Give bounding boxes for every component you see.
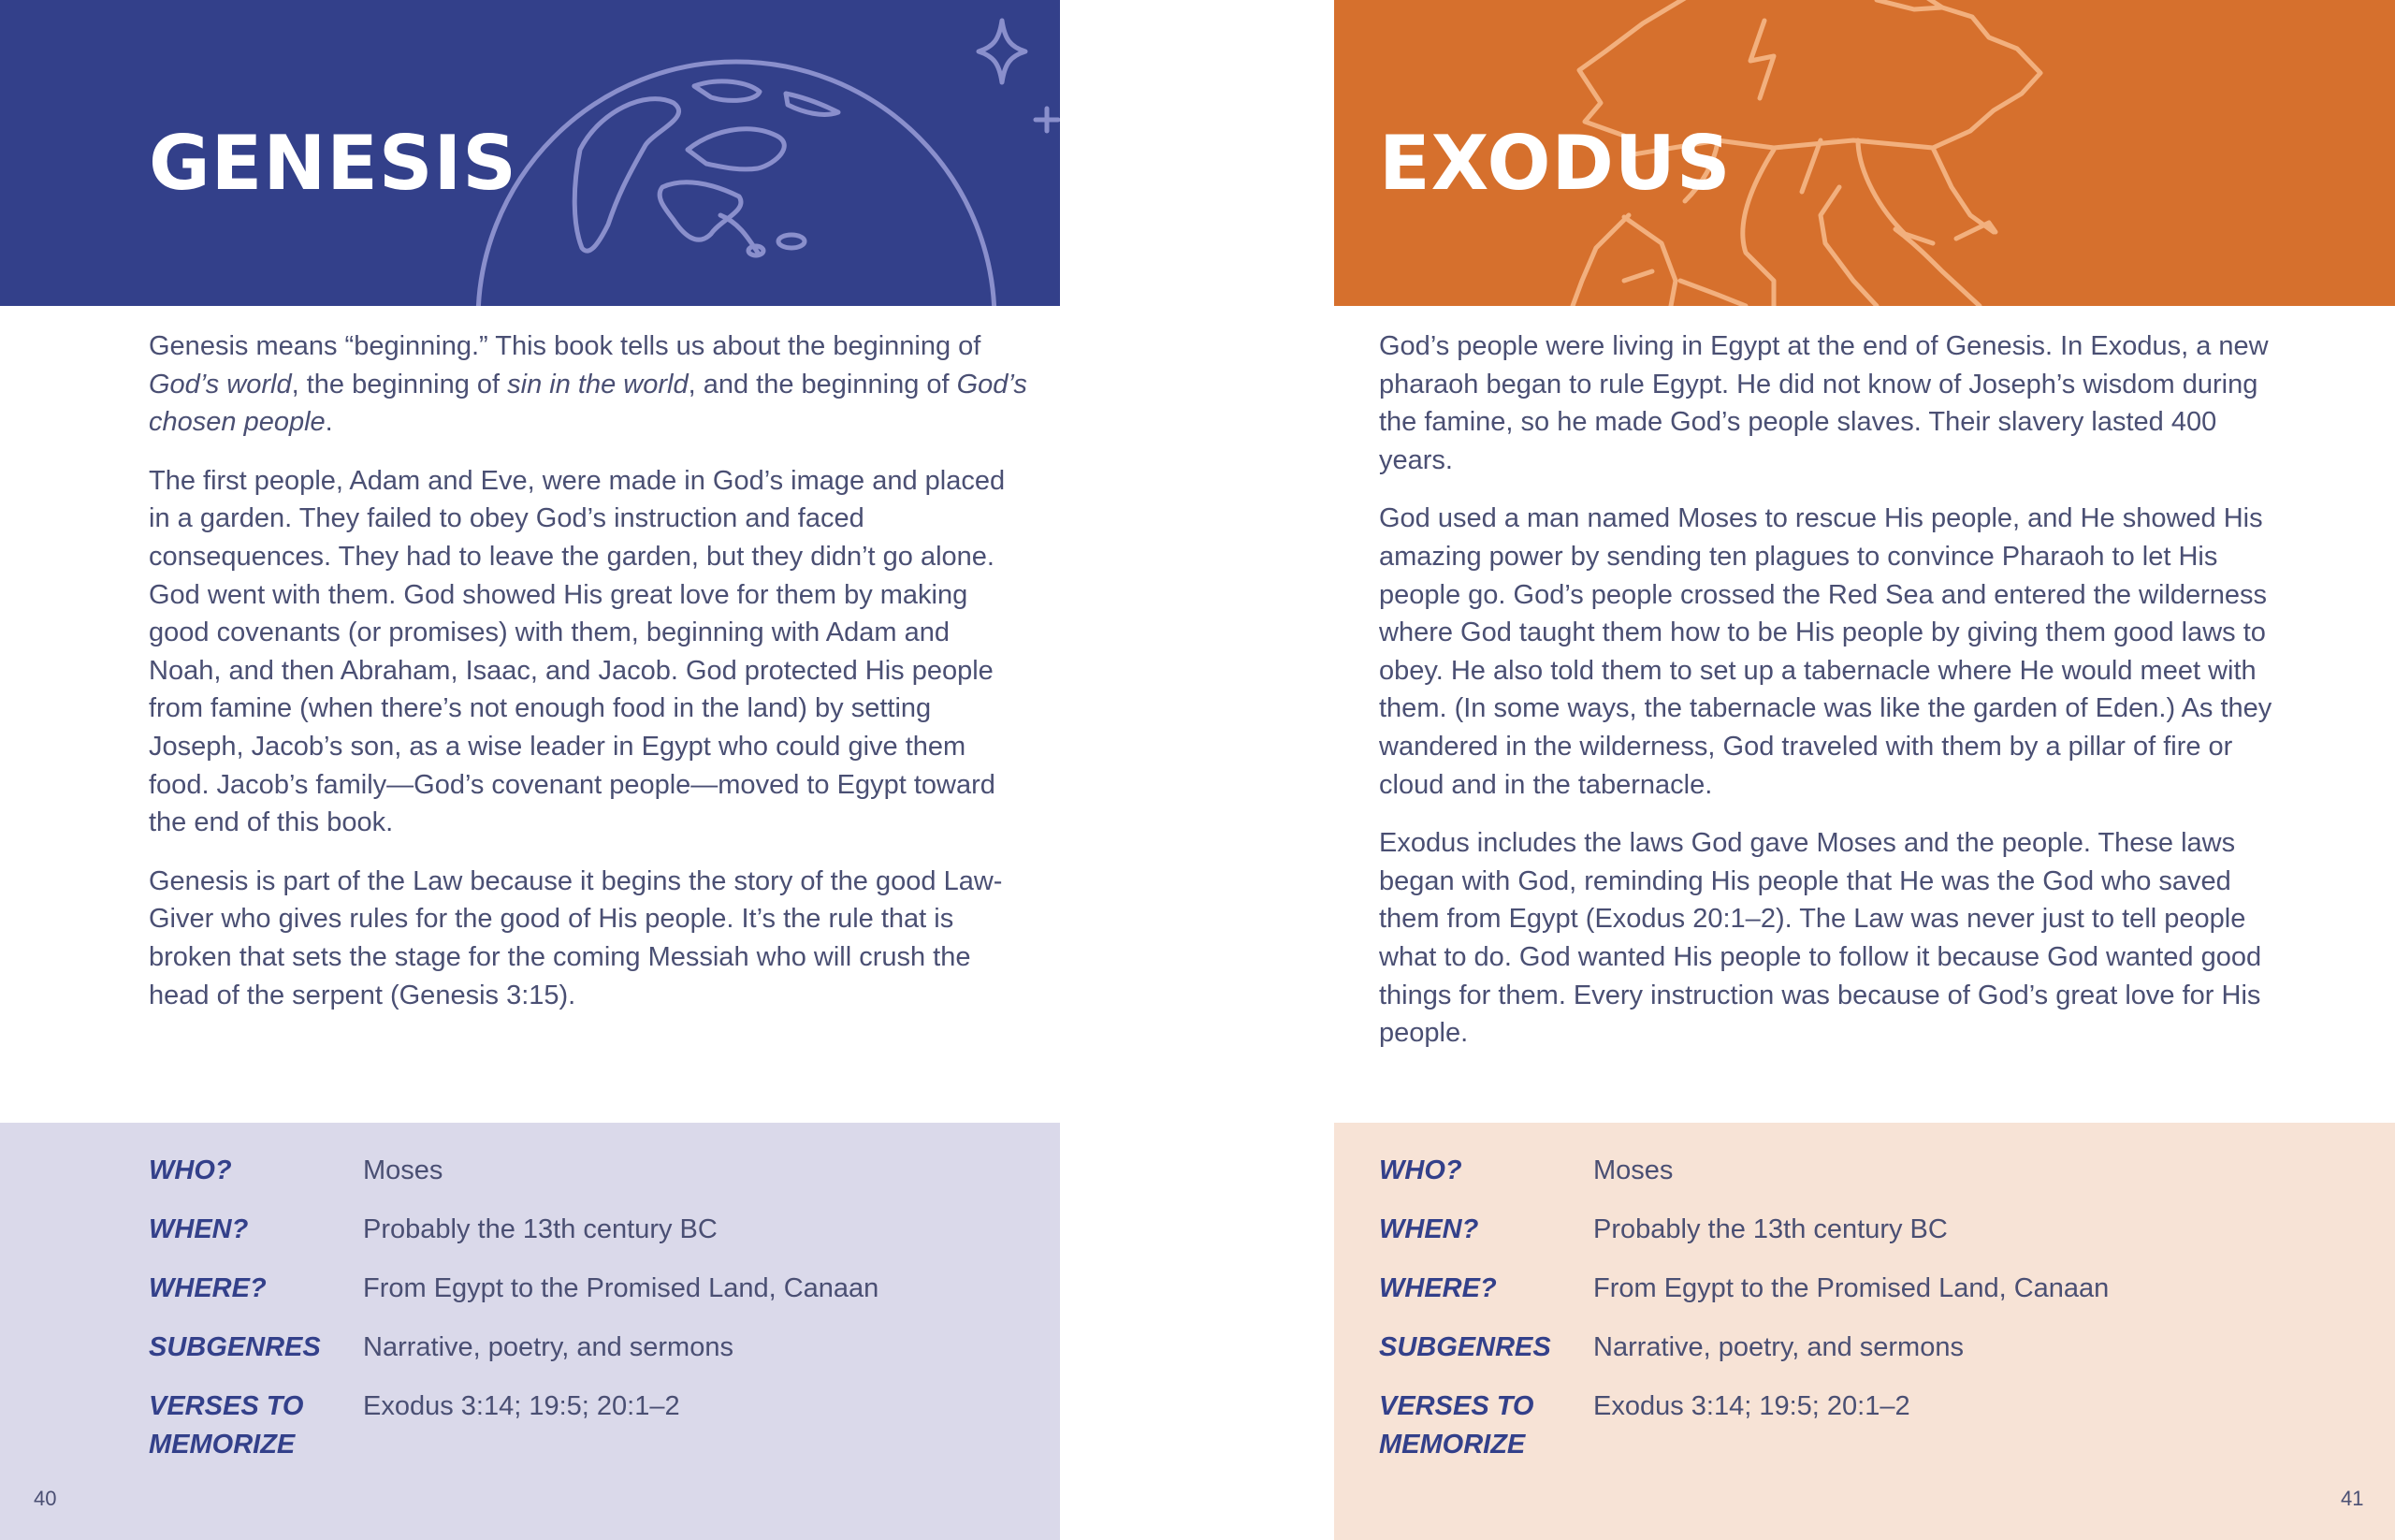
info-label: SUBGENRES	[149, 1332, 321, 1362]
info-label: WHO?	[1379, 1155, 1462, 1185]
lightning-icon	[1750, 21, 1774, 98]
exodus-paragraph	[1379, 500, 2296, 804]
info-value: From Egypt to the Promised Land, Canaan	[363, 1273, 879, 1303]
info-label: WHEN?	[1379, 1214, 1479, 1244]
page-genesis	[0, 0, 1060, 1540]
exodus-banner	[1334, 0, 2395, 306]
info-value: Probably the 13th century BC	[363, 1214, 718, 1244]
page-number: 41	[2341, 1487, 2364, 1510]
book-title-exodus: EXODUS	[1379, 120, 1732, 207]
info-label: WHEN?	[149, 1214, 249, 1244]
text-run: The first people, Adam and Eve, were made in God’s image and placed in a garden. They failed to obey God’s instruction and faced consequences. They had to leave the garden, but they didn’t go alone. God went with them. God showed His great love for them by making good covenants (or promises) with them, beginning with Adam and Noah, and then Abraham, Isaac, and Jacob. God protected His people from famine (when there’s not enough food in the land) by setting Joseph, Jacob’s son, as a wise leader in Egypt who could give them food. Jacob’s family—God’s covenant people—moved to Egypt toward the end of this book.	[149, 465, 1006, 838]
emphasis-text: God’s world	[149, 369, 292, 400]
info-value: Narrative, poetry, and sermons	[1593, 1332, 1964, 1362]
text-run: God’s people were living in Egypt at the end of Genesis. In Exodus, a new pharaoh began to rule Egypt. He did not know of Joseph’s wisdom during the famine, so he made God’s people slaves. Their slavery lasted 400 years.	[1379, 331, 2269, 475]
text-run: Genesis is part of the Law because it begins the story of the good Law-Giver who gives rules for the good of His people. It’s the rule that is broken that sets the stage for the coming Messiah who will crush the head of the serpent (Genesis 3:15).	[149, 865, 1003, 1010]
sparkle-star-icon	[979, 21, 1025, 82]
genesis-paragraph	[149, 327, 1028, 442]
info-value: Moses	[1593, 1155, 1674, 1185]
exodus-info-box	[1334, 1123, 2395, 1540]
page-exodus	[1334, 0, 2395, 1540]
info-label: WHERE?	[149, 1273, 267, 1303]
exodus-paragraph	[1379, 824, 2296, 1053]
text-run: , and the beginning of	[688, 369, 957, 400]
info-value: Exodus 3:14; 19:5; 20:1–2	[363, 1391, 680, 1421]
info-value: From Egypt to the Promised Land, Canaan	[1593, 1273, 2110, 1303]
text-run: God used a man named Moses to rescue His people, and He showed His amazing power by sending ten plagues to convince Pharaoh to let His people go. God’s people crossed the Red Sea and entered the wilderness where God taught them how to be His people by giving them good laws to obey. He also told them to set up a tabernacle where He would meet with them. (In some ways, the tabernacle was like the garden of Eden.) As they wandered in the wilderness, God traveled with them by a pillar of fire or cloud and in the tabernacle.	[1379, 503, 2272, 800]
exodus-paragraph	[1379, 327, 2296, 479]
info-label: SUBGENRES	[1379, 1332, 1551, 1362]
info-label: VERSES TO MEMORIZE	[1379, 1391, 1534, 1460]
emphasis-text: God’s chosen people	[149, 369, 1027, 438]
text-run: Exodus includes the laws God gave Moses and the people. These laws began with God, reminding His people that He was the God who saved them from Egypt (Exodus 20:1–2). The Law was never just to tell people what to do. God wanted His people to follow it because God wanted good things for them. Every instruction was because of God’s great love for His people.	[1379, 828, 2262, 1049]
genesis-paragraph	[149, 462, 1028, 842]
genesis-body-text	[149, 327, 1028, 1035]
text-run: .	[325, 407, 333, 438]
info-value: Probably the 13th century BC	[1593, 1214, 1948, 1244]
emphasis-text: sin in the world	[507, 369, 689, 400]
info-label: VERSES TO MEMORIZE	[149, 1391, 304, 1460]
genesis-info-box	[0, 1123, 1060, 1540]
text-run: Genesis means “beginning.” This book tells us about the beginning of	[149, 331, 981, 361]
text-run: , the beginning of	[291, 369, 508, 400]
info-label: WHERE?	[1379, 1273, 1497, 1303]
info-value: Moses	[363, 1155, 443, 1185]
info-value: Exodus 3:14; 19:5; 20:1–2	[1593, 1391, 1910, 1421]
info-label: WHO?	[149, 1155, 232, 1185]
info-value: Narrative, poetry, and sermons	[363, 1332, 733, 1362]
plus-star-icon	[1036, 109, 1058, 131]
genesis-paragraph	[149, 863, 1028, 1014]
page-number: 40	[34, 1487, 57, 1510]
exodus-body-text	[1379, 327, 2296, 1073]
book-title-genesis: GENESIS	[149, 120, 517, 207]
genesis-banner	[0, 0, 1060, 306]
